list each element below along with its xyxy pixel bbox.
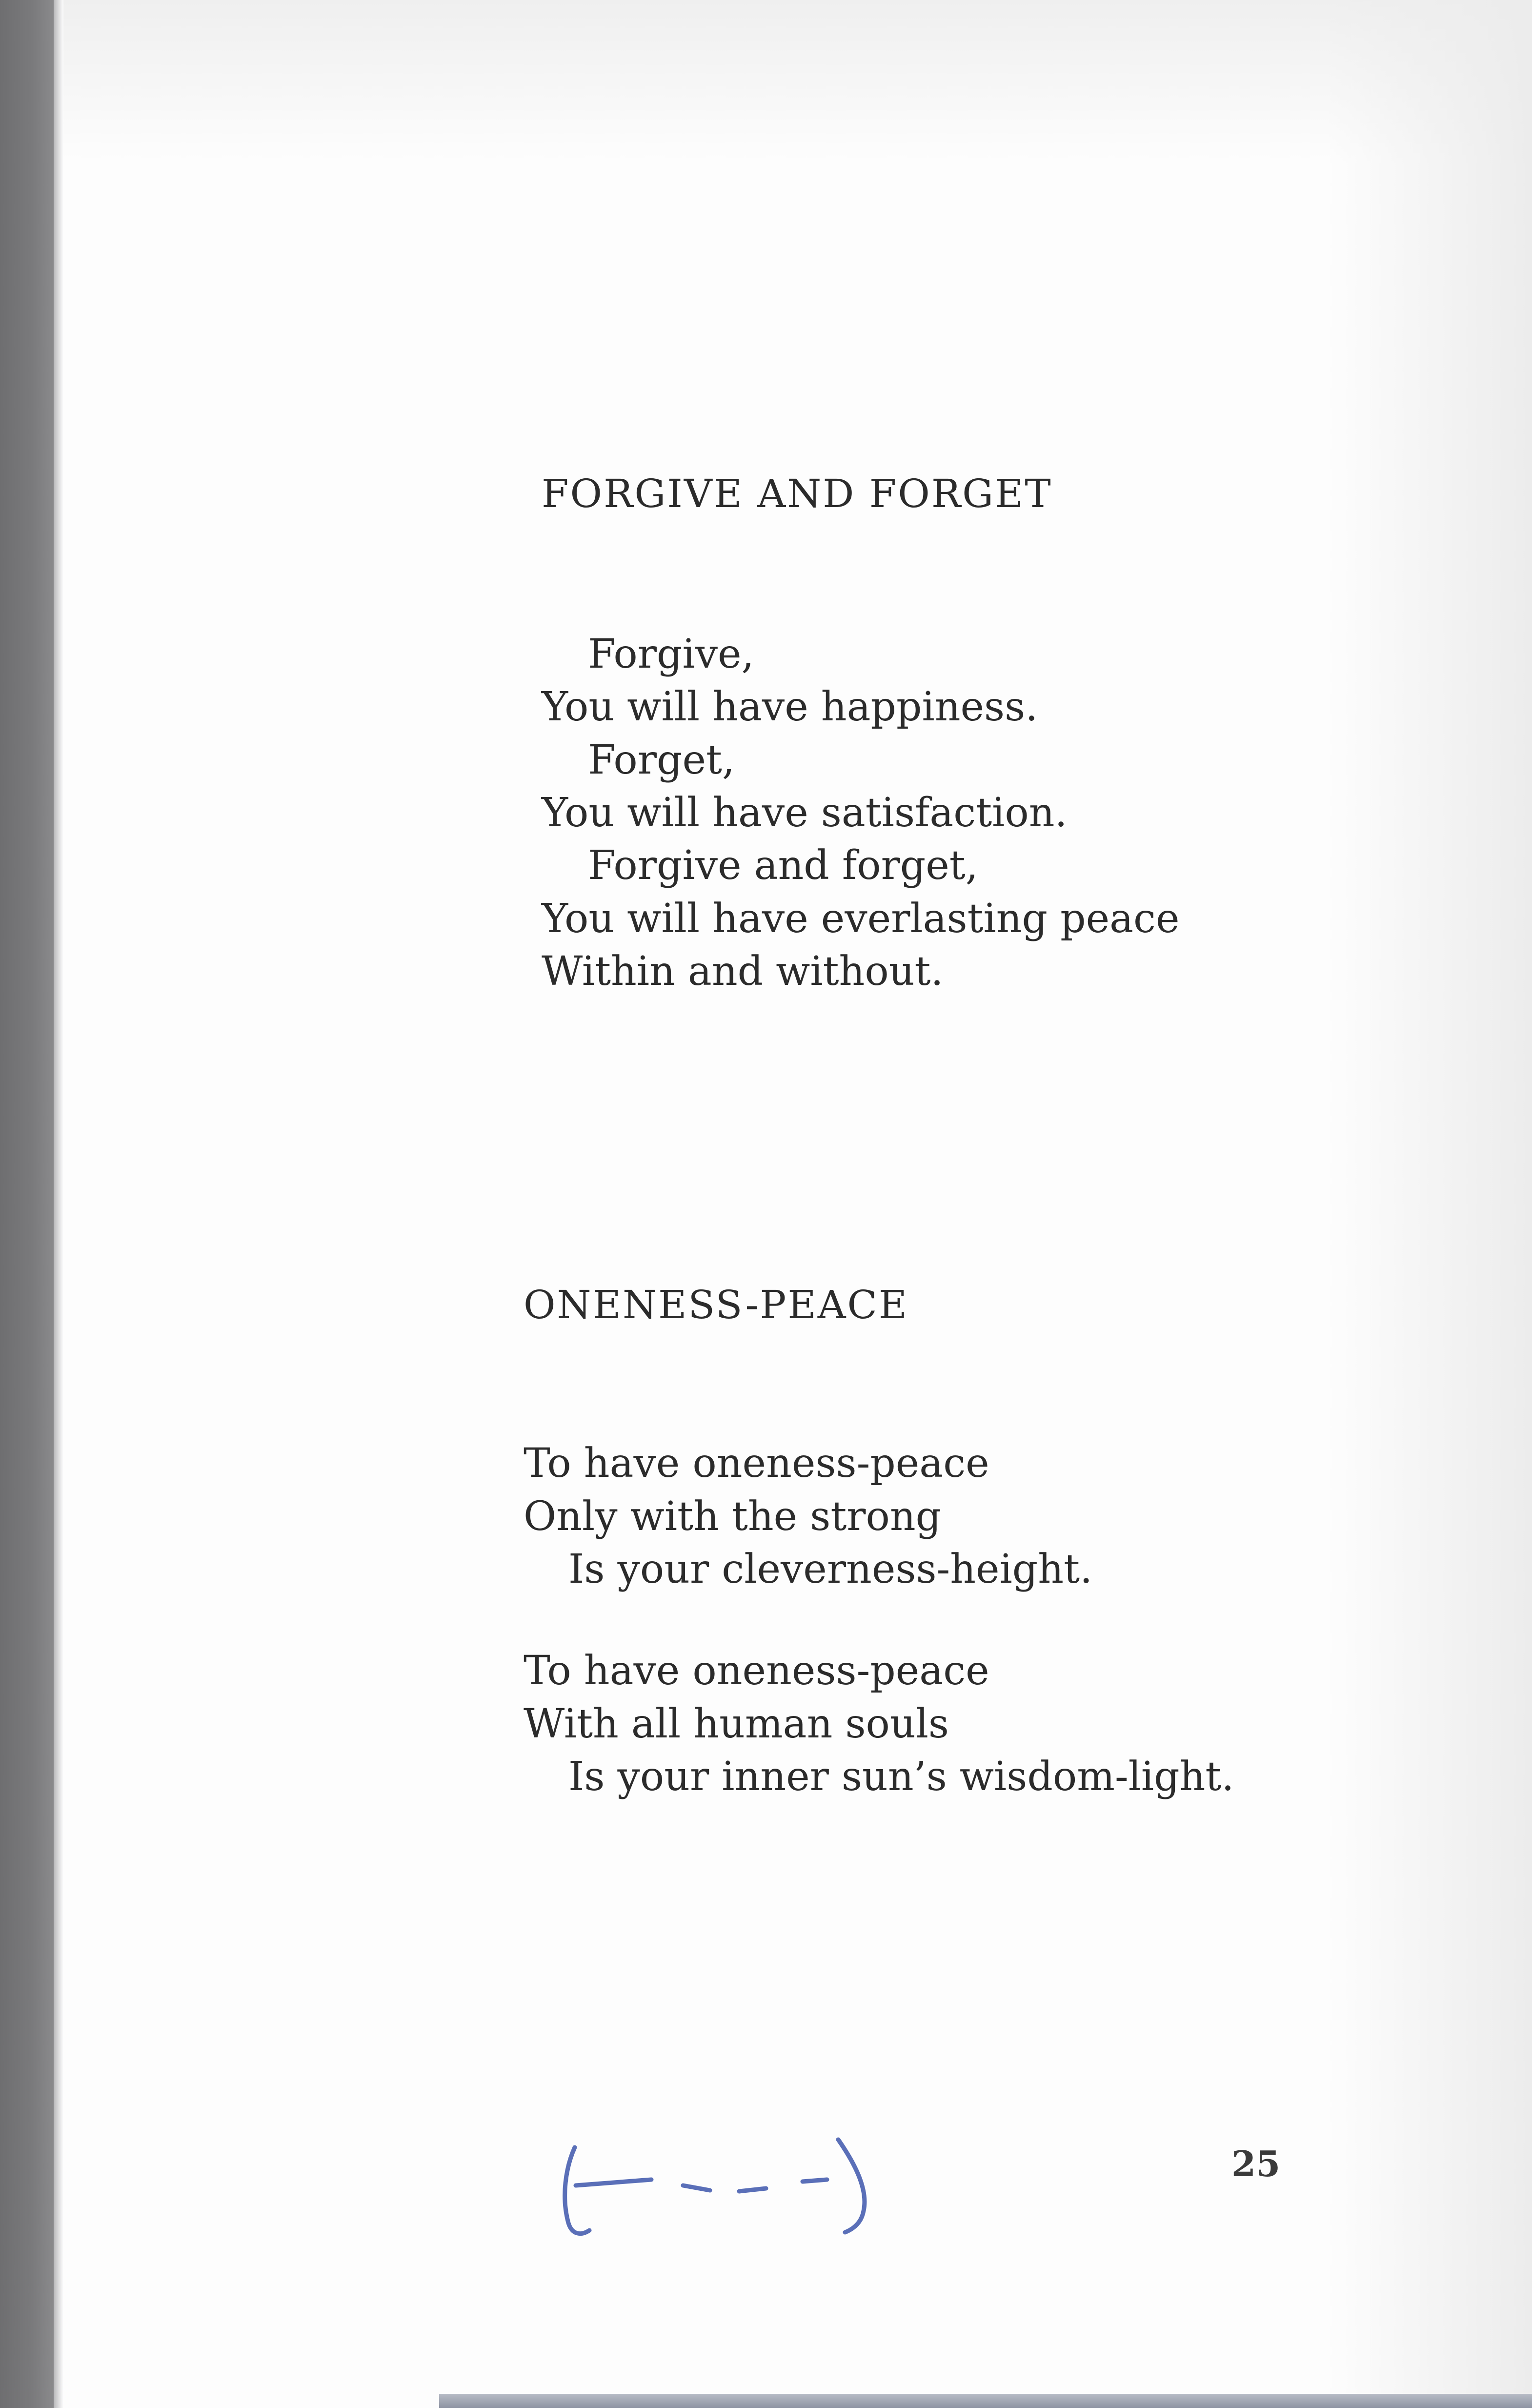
handwritten-pen-mark [546,2133,898,2245]
binding-edge-shadow [54,0,63,2408]
pen-right-bracket [838,2140,865,2232]
paper-shade-top [63,0,1532,161]
pen-dash [683,2185,710,2190]
pen-dash [739,2188,766,2191]
poem-line: Forgive and forget, [588,842,978,889]
binding-band [0,0,54,2408]
poem-line: You will have happiness. [542,684,1038,730]
poem-line: Is your inner sun’s wisdom-light. [568,1754,1234,1800]
poem-line: Forgive, [588,631,754,677]
poem-line: You will have everlasting peace [542,896,1180,942]
page-number: 25 [1231,2143,1281,2184]
poem-line: To have oneness-peace [524,1648,989,1694]
pen-left-bracket [565,2147,589,2234]
bottom-edge-strip [439,2394,1532,2408]
poem-line: You will have satisfaction. [542,790,1068,836]
poem-title-forgive-and-forget: FORGIVE AND FORGET [542,471,1052,516]
paper-shade-right [1327,0,1532,2408]
poem-line: Forget, [588,737,735,783]
poem-line: Only with the strong [524,1493,942,1540]
poem-title-oneness-peace: ONENESS-PEACE [524,1282,909,1327]
pen-dash [803,2180,827,2182]
poem-line: With all human souls [524,1701,949,1747]
poem-line: To have oneness-peace [524,1440,989,1487]
poem-line: Is your cleverness-height. [568,1546,1093,1592]
poem-line: Within and without. [542,948,944,995]
pen-dash [576,2180,651,2185]
